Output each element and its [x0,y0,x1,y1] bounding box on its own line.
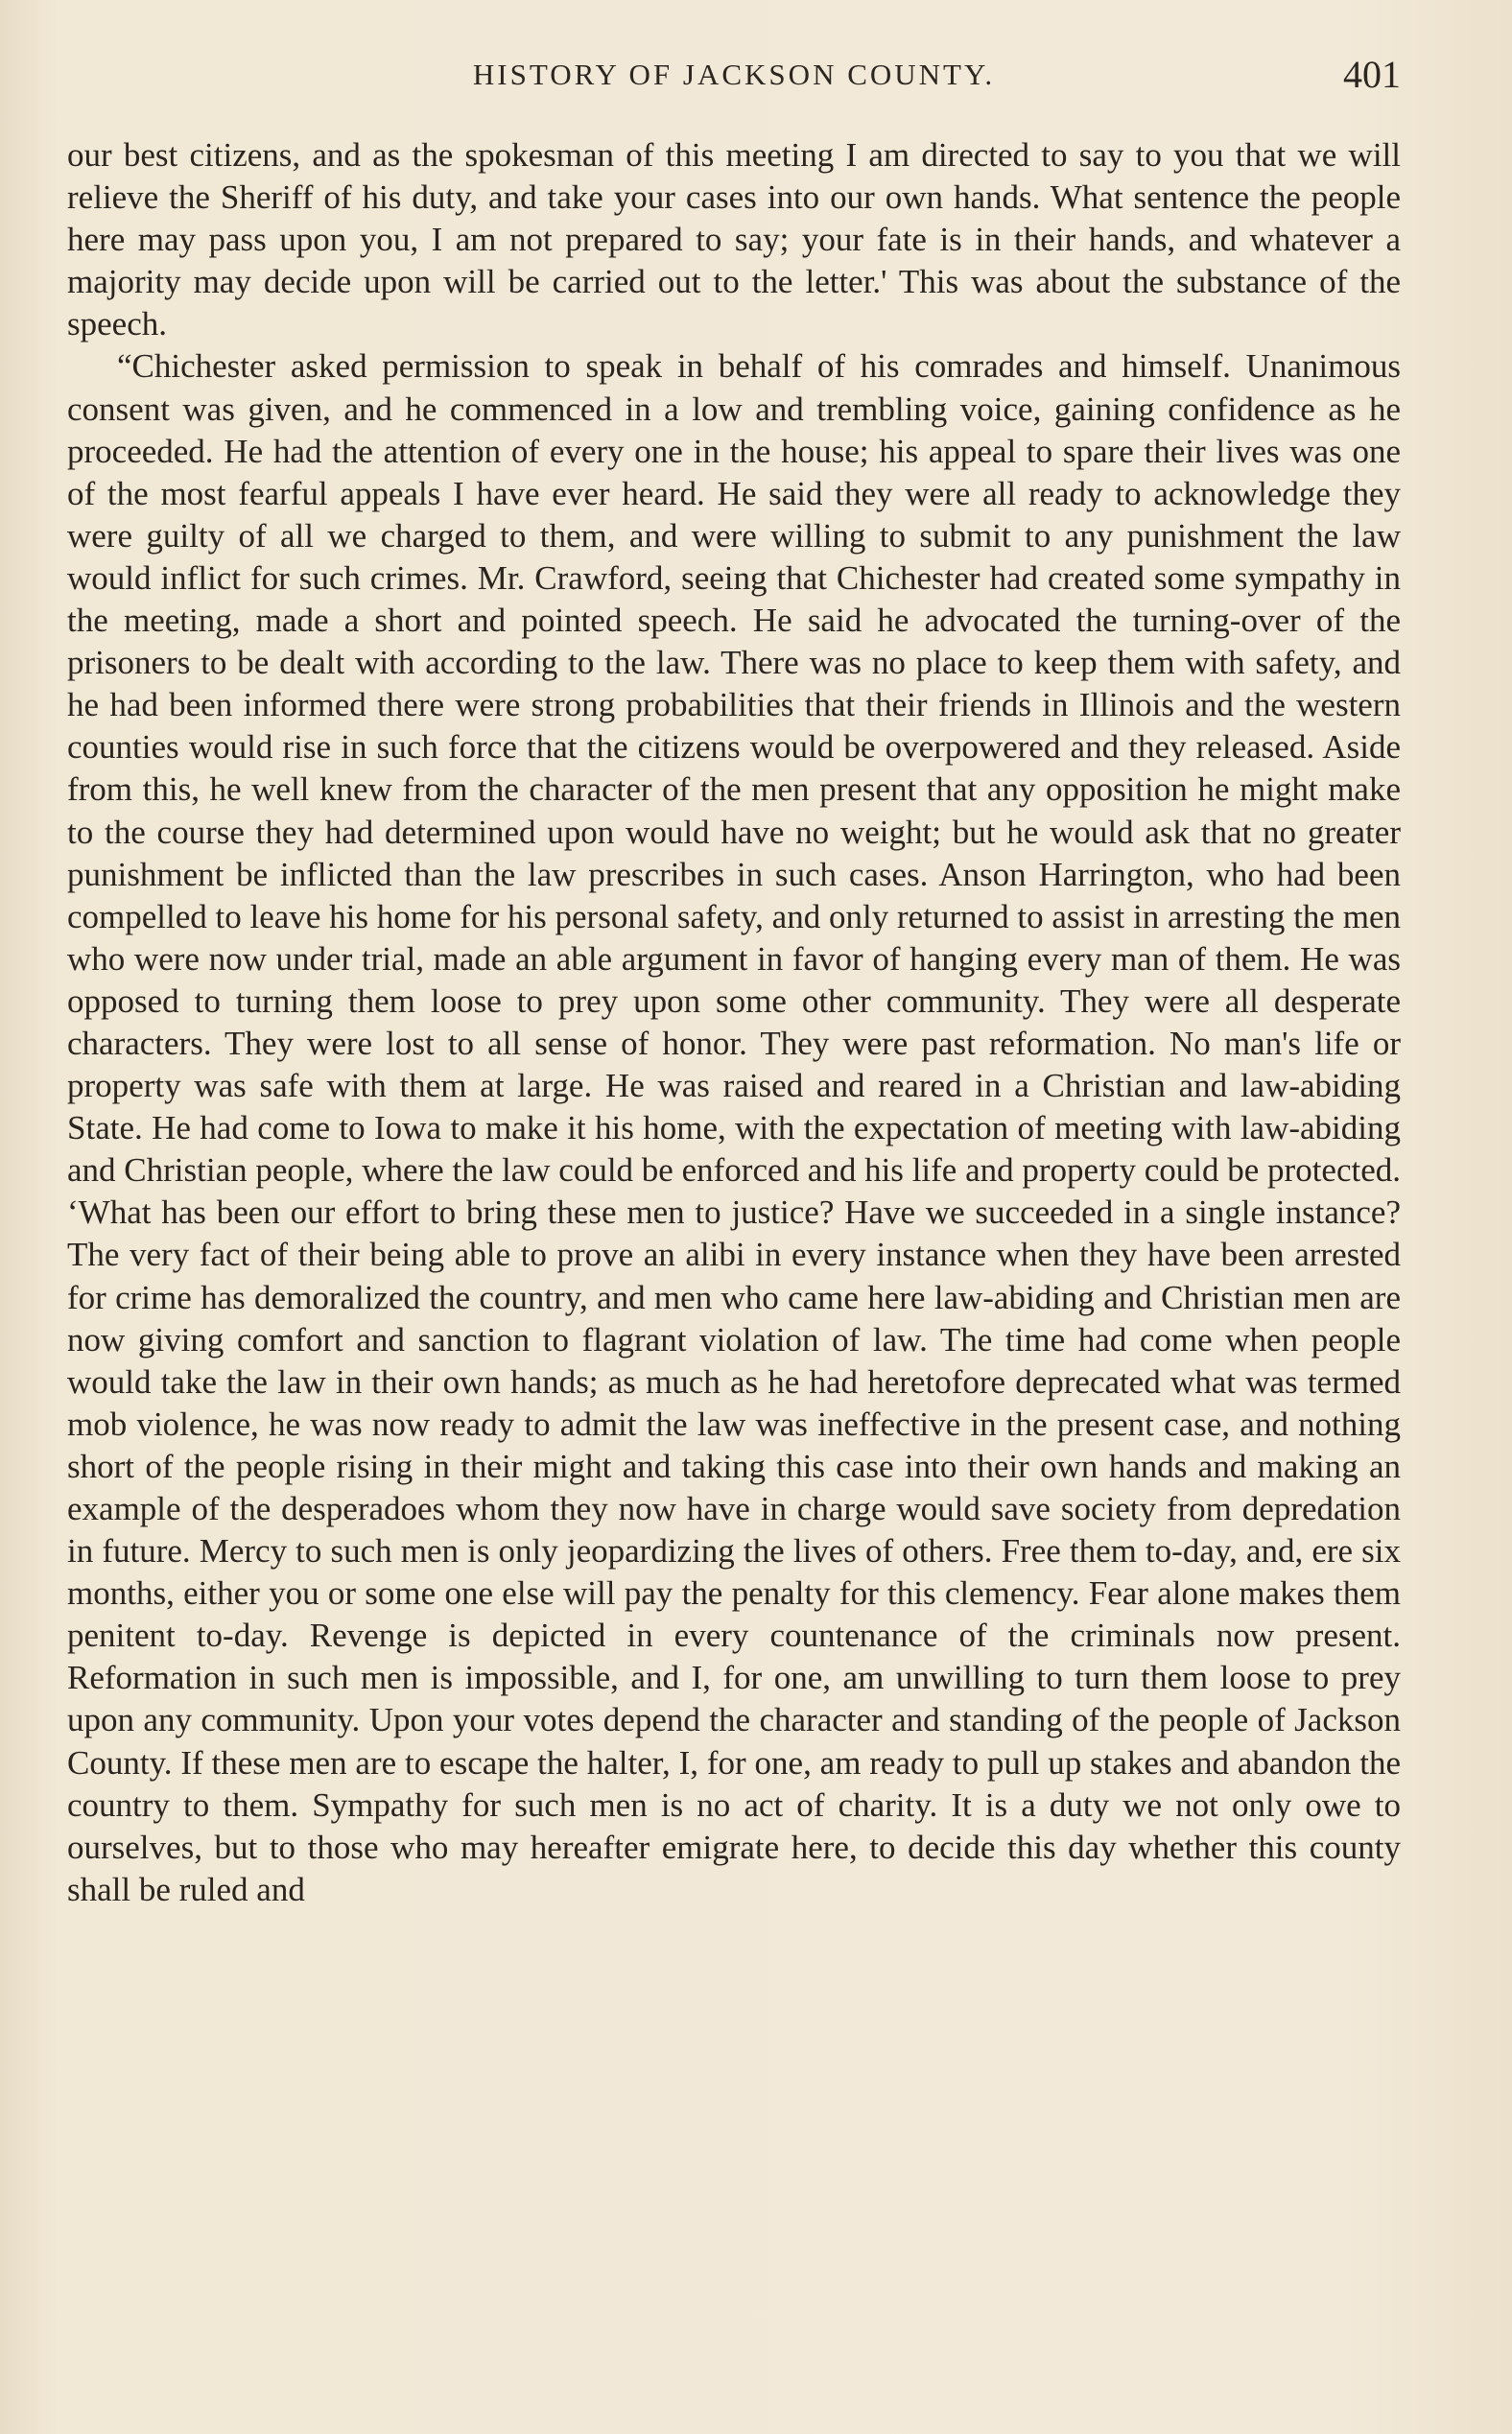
page-number: 401 [1343,53,1401,96]
paragraph-2: “Chichester asked permission to speak in behalf of his comrades and himself. Unanimous consent was given, and he commenced in a low and trembling voice, gaining confidence as he proceeded. He had the attention of every one in the house; his appeal to spare their lives was one of the most fearful appeals I have ever heard. He said they were all ready to acknowledge they were guilty of all we charged to them, and were willing to submit to any punishment the law would inflict for such crimes. Mr. Crawford, seeing that Chichester had created some sympathy in the meeting, made a short and pointed speech. He said he advocated the turning-over of the prisoners to be dealt with according to the law. There was no place to keep them with safety, and he had been informed there were strong probabilities that their friends in Illinois and the western counties would rise in such force that the citizens would be overpowered and they released. Aside from this, he well knew from the character of the men present that any opposition he might make to the course they had determined upon would have no weight; but he would ask that no greater punishment be inflicted than the law prescribes in such cases. Anson Harrington, who had been compelled to leave his home for his personal safety, and only returned to assist in arresting the men who were now under trial, made an able argument in favor of hanging every man of them. He was opposed to turning them loose to prey upon some other community. They were all desperate characters. They were lost to all sense of honor. They were past reformation. No man's life or property was safe with them at large. He was raised and reared in a Christian and law-abiding State. He had come to Iowa to make it his home, with the expectation of meeting with law-abiding and Christian people, where the law could be enforced and his life and property could be protected. ‘What has been our effort to bring these men to justice? Have we succeeded in a single instance? The very fact of their being able to prove an alibi in every instance when they have been arrested for crime has demoralized the country, and men who came here law-abiding and Christian men are now giving comfort and sanction to flagrant violation of law. The time had come when people would take the law in their own hands; as much as he had heretofore deprecated what was termed mob violence, he was now ready to admit the law was ineffective in the present case, and nothing short of the people rising in their might and taking this case into their own hands and making an example of the desperadoes whom they now have in charge would save society from depredation in future. Mercy to such men is only jeopardizing the lives of others. Free them to-day, and, ere six months, either you or some one else will pay the penalty for this clemency. Fear alone makes them penitent to-day. Revenge is depicted in every countenance of the criminals now present. Reformation in such men is impossible, and I, for one, am unwilling to turn them loose to prey upon any community. Upon your votes depend the character and standing of the people of Jackson County. If these men are to escape the halter, I, for one, am ready to pull up stakes and abandon the country to them. Sympathy for such men is no act of charity. It is a duty we not only owe to ourselves, but to those who may hereafter emigrate here, to decide this day whether this county shall be ruled and [67,347,1401,1908]
paragraph-1: our best citizens, and as the spokesman of this meeting I am directed to say to you that we will relieve the Sheriff of his duty, and take your cases into our own hands. What sentence the people here may pass upon you, I am not prepared to say; your fate is in their hands, and whatever a majority may decide upon will be carried out to the letter.' This was about the substance of the speech. [67,136,1401,343]
body-text [67,134,1401,1911]
running-title: HISTORY OF JACKSON COUNTY. [472,58,996,91]
page-header [67,52,1401,109]
